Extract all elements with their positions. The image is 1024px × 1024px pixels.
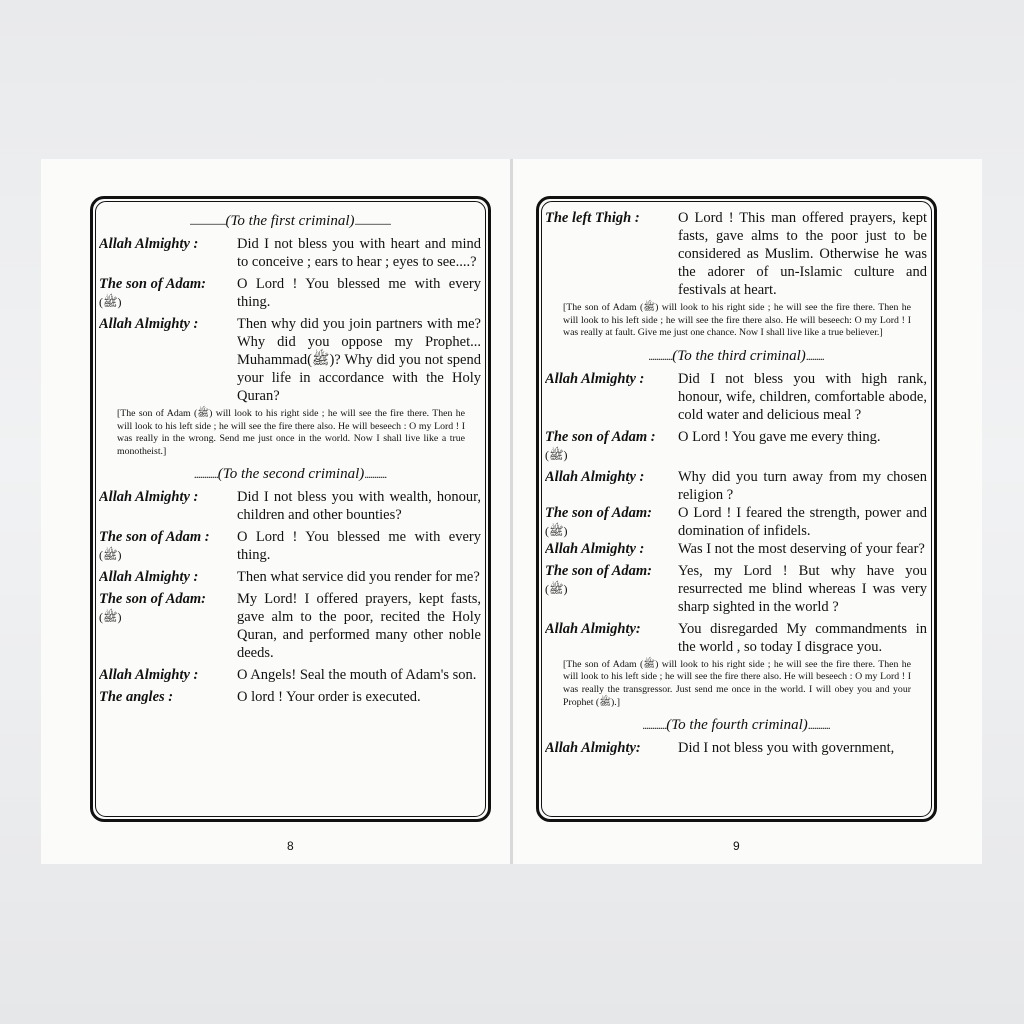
dialogue-text: O lord ! Your order is executed.	[237, 689, 421, 706]
dialogue-text: Then why did you join partners with me? Why did you oppose my Prophet... Muhammad(ﷺ)? Why did you not spend your life in accordance with the Holy Quran?	[237, 316, 481, 404]
dialogue-text: Did I not bless you with heart and mind to conceive ; ears to hear ; eyes to see....?	[237, 236, 481, 270]
speaker: Allah Almighty:	[545, 740, 641, 757]
dialogue-text: O Lord ! This man offered prayers, kept fasts, gave alms to the poor just to be considered as Muslim. Otherwise he was the adorer of un-Islamic culture and festivals at heart.	[678, 210, 927, 298]
book-spread	[41, 159, 982, 864]
dialogue-row	[99, 666, 481, 684]
dialogue-text: O Lord ! You blessed me with every thing.	[237, 276, 481, 310]
speaker: The son of Adam: (ﷺ)	[99, 591, 207, 625]
dialogue-row	[545, 209, 927, 299]
dialogue-text: Was I not the most deserving of your fear?	[678, 540, 925, 557]
pbuh-glyph: (ﷺ)	[545, 447, 568, 462]
left-page	[41, 159, 510, 864]
pbuh-glyph: (ﷺ)	[99, 610, 122, 625]
section-heading: ............(To the third criminal).........	[648, 347, 824, 364]
speaker: Allah Almighty :	[99, 569, 199, 586]
dialogue-row	[99, 275, 481, 311]
dialogue-text: Yes, my Lord ! But why have you resurrected me blind whereas I was very sharp sighted in the world ?	[678, 562, 927, 615]
dialogue-row	[99, 568, 481, 586]
dialogue-text: Why did you turn away from my chosen religion ?	[678, 468, 927, 503]
section-heading: ............(To the fourth criminal)...........	[642, 717, 830, 734]
dialogue-row	[545, 428, 927, 464]
dialogue-row	[99, 315, 481, 405]
speaker: Allah Almighty :	[99, 316, 199, 332]
speaker: The son of Adam : (ﷺ)	[99, 529, 210, 563]
dialogue-row	[545, 562, 927, 616]
speaker: The son of Adam: (ﷺ)	[99, 276, 207, 309]
bracket-note: [The son of Adam (ﷺ) will look to his right side ; he will see the fire there. Then he will look to his left side ; he will see the fire there also. He will beseech : O my Lord ! I was really the transgressor. Just send me once in the world. I will obey you and your Prophet (ﷺ).]	[563, 658, 911, 708]
dialogue-row	[545, 370, 927, 424]
dialogue-text: Did I not bless you with high rank, honour, wife, children, comfortable abode, cold water and delicious meal ?	[678, 370, 927, 423]
dialogue-row	[545, 540, 927, 558]
dialogue-text: O Angels! Seal the mouth of Adam's son.	[237, 667, 477, 684]
speaker: The left Thigh :	[545, 210, 640, 226]
bracket-note: [The son of Adam (ﷺ) will look to his right side ; he will see the fire there. Then he will look to his left side ; he will see the fire there also. He will beseech: O my Lord ! I was really at fault. Give me just one chance. Now I shall live like a true believer.]	[563, 302, 911, 339]
left-page-frame	[90, 196, 491, 822]
right-page	[513, 159, 982, 864]
dialogue-text: You disregarded My commandments in the world , so today I disgrace you.	[678, 620, 927, 655]
dialogue-text: Did I not bless you with wealth, honour, children and other bounties?	[237, 489, 481, 524]
speaker: Allah Almighty:	[545, 620, 641, 637]
speaker: The son of Adam: (ﷺ)	[545, 504, 653, 538]
dialogue-text: Then what service did you render for me?	[237, 569, 480, 586]
speaker: Allah Almighty :	[545, 370, 645, 387]
dialogue-text: O Lord ! You gave me every thing.	[678, 428, 881, 445]
left-page-content	[99, 205, 481, 813]
dialogue-row	[99, 235, 481, 271]
dialogue-row	[545, 468, 927, 504]
dialogue-row	[99, 590, 481, 662]
dialogue-row	[545, 504, 927, 540]
dialogue-row	[99, 488, 481, 524]
dialogue-row	[99, 688, 481, 706]
page-number: 8	[287, 839, 294, 853]
dialogue-text: My Lord! I offered prayers, kept fasts, gave alm to the poor, recited the Holy Quran, and performed many other noble deeds.	[237, 591, 481, 662]
speaker: Allah Almighty :	[99, 236, 199, 252]
right-page-content	[545, 205, 927, 813]
section-heading: ............(To the second criminal)...........	[193, 466, 387, 483]
speaker: Allah Almighty :	[545, 468, 645, 485]
speaker: Allah Almighty :	[545, 540, 645, 557]
dialogue-text: O Lord ! I feared the strength, power and domination of infidels.	[678, 504, 927, 539]
pbuh-glyph: (ﷺ)	[545, 581, 568, 596]
speaker: The angles :	[99, 689, 174, 706]
speaker: Allah Almighty :	[99, 489, 199, 506]
dialogue-text: Did I not bless you with government,	[678, 740, 895, 757]
speaker: Allah Almighty :	[99, 667, 199, 684]
dialogue-row	[545, 620, 927, 656]
pbuh-glyph: (ﷺ)	[545, 523, 568, 538]
dialogue-row	[545, 739, 927, 757]
dialogue-text: O Lord ! You blessed me with every thing.	[237, 529, 481, 564]
speaker: The son of Adam: (ﷺ)	[545, 562, 653, 596]
section-heading: ..................(To the first criminal)..................	[189, 213, 391, 229]
speaker: The son of Adam : (ﷺ)	[545, 428, 656, 462]
pbuh-glyph: (ﷺ)	[99, 548, 122, 563]
dialogue-row	[99, 528, 481, 564]
page-number: 9	[733, 839, 740, 853]
pbuh-glyph: (ﷺ)	[99, 295, 122, 309]
bracket-note: [The son of Adam (ﷺ) will look to his right side ; he will see the fire there. Then he will look to his left side ; he will see the fire there also. He will beseech : O my Lord ! I was really in the wrong. Send me just once in the world. Now I shall live like a true monotheist.]	[117, 408, 465, 457]
right-page-frame	[536, 196, 937, 822]
